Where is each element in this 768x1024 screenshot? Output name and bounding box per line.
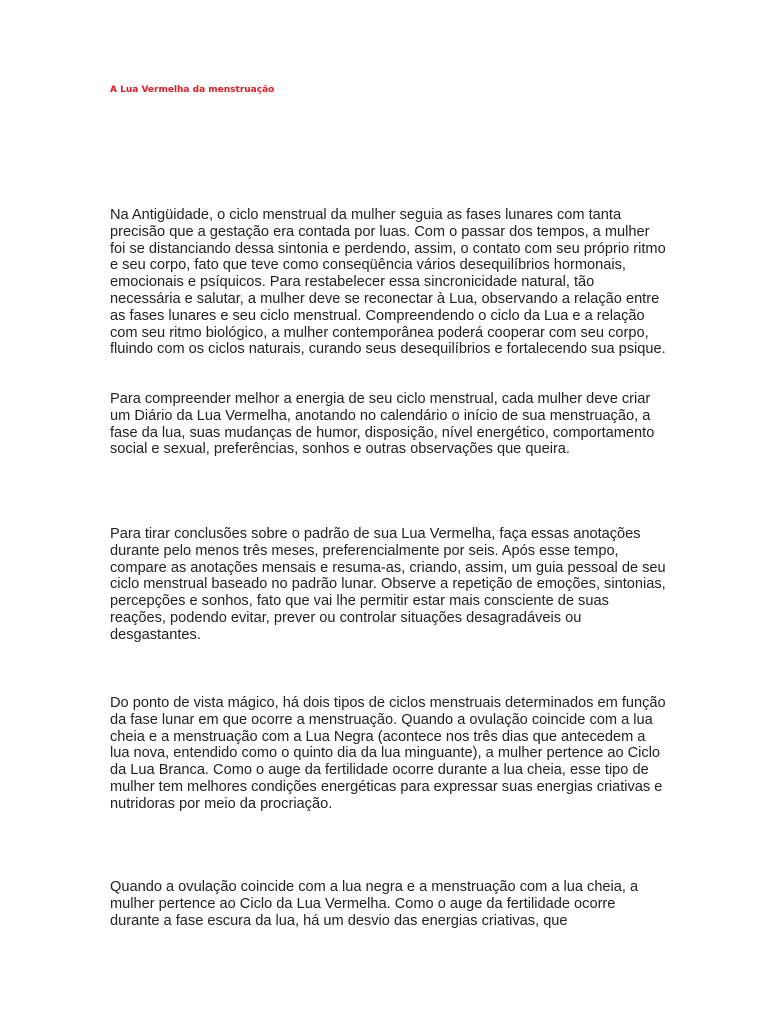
document-title: A Lua Vermelha da menstruação — [110, 85, 275, 95]
paragraph-antiguidade: Na Antigüidade, o ciclo menstrual da mulher seguia as fases lunares com tanta precisão que a gestação era contada por luas. Com o passar dos tempos, a mulher foi se distanciando dessa sintonia e perdendo, assim, o contato com seu próprio ritmo e seu corpo, fato que teve como conseqüência vários desequilíbrios hormonais, emocionais e psíquicos. Para restabelecer essa sincronicidade natural, tão necessária e salutar, a mulher deve se reconectar à Lua, observando a relação entre as fases lunares e seu ciclo menstrual. Compreendendo o ciclo da Lua e a relação com seu ritmo biológico, a mulher contemporânea poderá cooperar com seu corpo, fluindo com os ciclos naturais, curando seus desequilíbrios e fortalecendo sua psique. — [110, 207, 666, 358]
paragraph-lua-negra: Quando a ovulação coincide com a lua negra e a menstruação com a lua cheia, a mulher pertence ao Ciclo da Lua Vermelha. Como o auge da fertilidade ocorre durante a fase escura da lua, há um desvio das energias criativas, que — [110, 879, 639, 929]
paragraph-conclusoes: Para tirar conclusões sobre o padrão de sua Lua Vermelha, faça essas anotações durante pelo menos três meses, preferencialmente por seis. Após esse tempo, compare as anotações mensais e resuma-as, criando, assim, um guia pessoal de seu ciclo menstrual baseado no padrão lunar. Observe a repetição de emoções, sintonias, percepções e sonhos, fato que vai lhe permitir estar mais consciente de suas reações, podendo evitar, prever ou controlar situações desagradáveis ou desgastantes. — [110, 526, 666, 643]
paragraph-diario: Para compreender melhor a energia de seu ciclo menstrual, cada mulher deve criar um Diário da Lua Vermelha, anotando no calendário o início de sua menstruação, a fase da lua, suas mudanças de humor, disposição, nível energético, comportamento social e sexual, preferências, sonhos e outras observações que queira. — [110, 391, 655, 458]
paragraph-magico: Do ponto de vista mágico, há dois tipos de ciclos menstruais determinados em função da fase lunar em que ocorre a menstruação. Quando a ovulação coincide com a lua cheia e a menstruação com a Lua Negra (acontece nos três dias que antecedem a lua nova, entendido como o quinto dia da lua minguante), a mulher pertence ao Ciclo da Lua Branca. Como o auge da fertilidade ocorre durante a lua cheia, esse tipo de mulher tem melhores condições energéticas para expressar suas energias criativas e nutridoras por meio da procriação. — [110, 695, 666, 812]
